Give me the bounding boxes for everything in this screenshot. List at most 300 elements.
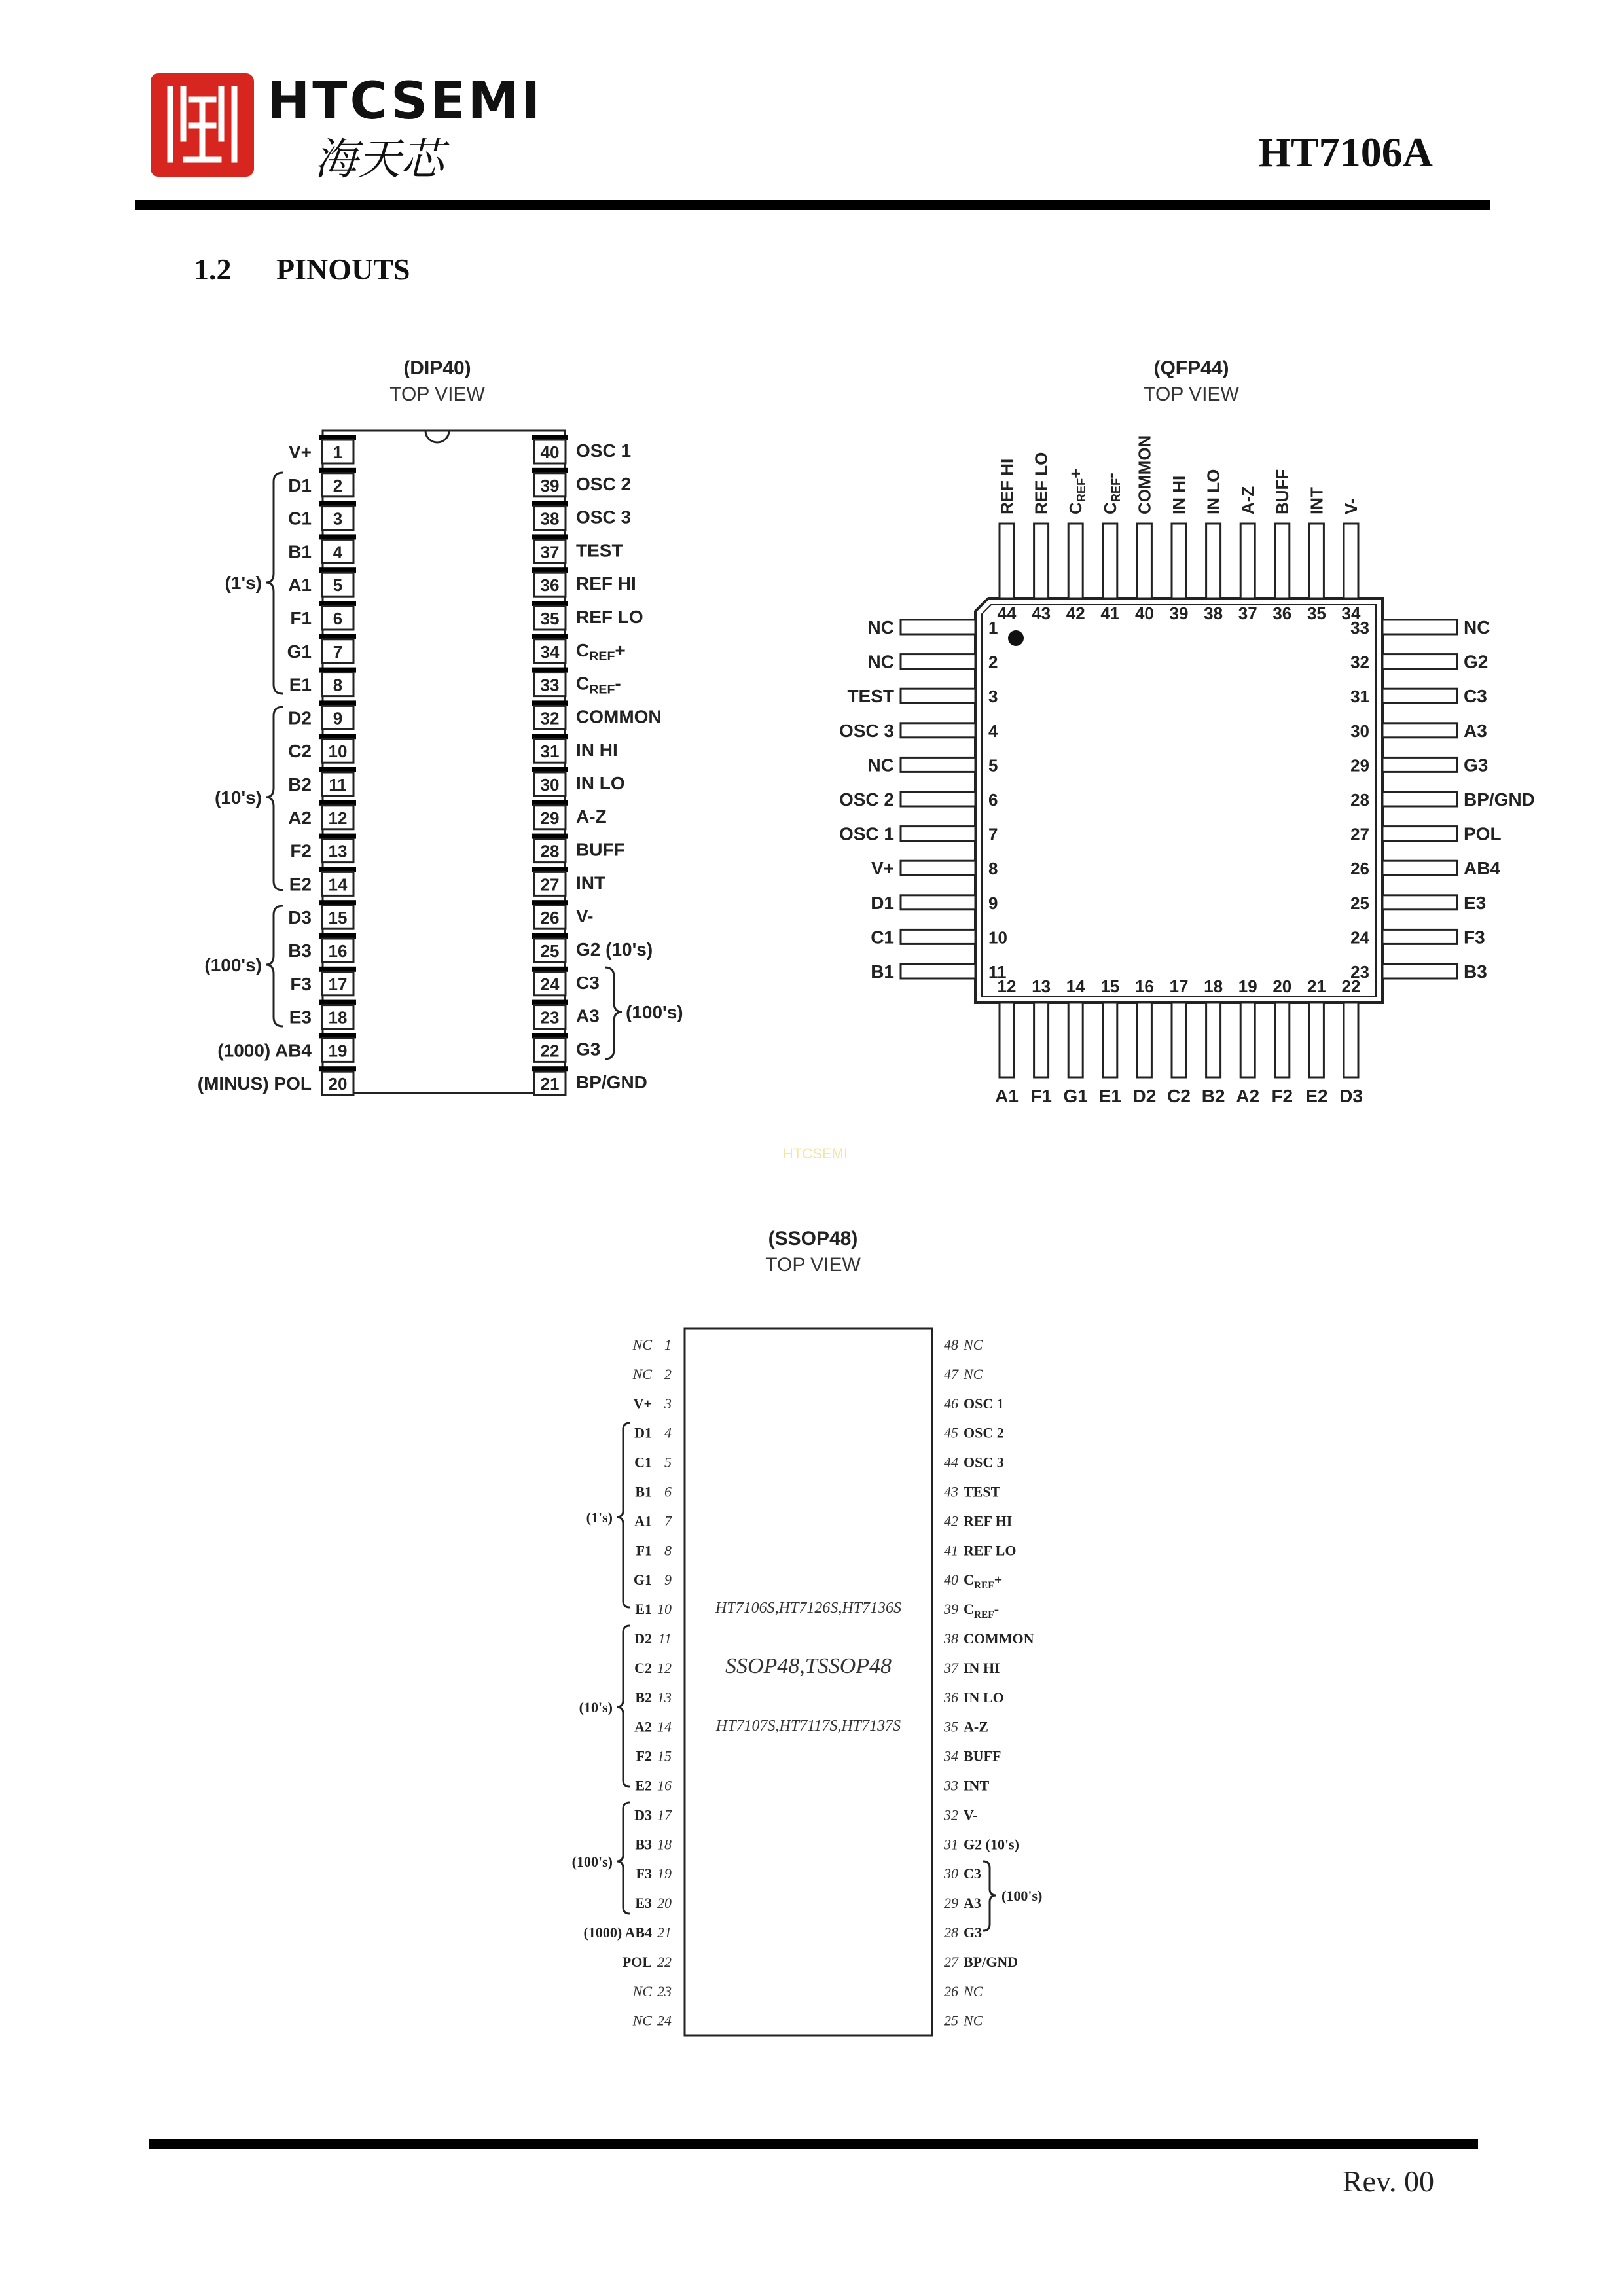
ssop48-pin [632,1366,672,1382]
qfp44-bottom-pin [1099,977,1121,1106]
qfp44-pin-label: COMMON [1134,435,1155,514]
ssop48-pin [636,1748,672,1765]
dip40-pin [532,867,605,895]
qfp44-top-pin [997,459,1017,623]
dip40-pin [290,967,356,996]
dip40-pin-label: INT [576,872,606,893]
ssop48-brace-ones [617,1423,630,1607]
ssop48-pin-label: IN HI [964,1659,1000,1676]
qfp44-top-pin [1100,473,1123,623]
qfp44-lead [901,655,975,669]
ssop48-pin-label: NC [632,1365,652,1382]
brand-name: HTCSEMI [267,72,543,131]
brand-name-chinese: 海天芯 [314,134,444,185]
qfp44-pin-label: V+ [871,858,894,879]
ssop48-pin-label: C2 [634,1659,652,1676]
dip40-pin-label: V+ [288,442,312,462]
ssop48-pin-number: 7 [664,1513,672,1530]
ssop48-pin-number: 34 [944,1748,958,1765]
qfp44-lead [1000,1003,1014,1077]
ssop48-pin [943,1865,981,1882]
qfp44-lead [1382,827,1457,841]
dip40-pin [532,1000,600,1029]
dip40-pin-number: 37 [540,542,560,562]
qfp44-pin-number: 41 [1100,603,1120,623]
qfp44-lead [1206,524,1221,598]
qfp44-pin-label: F3 [1464,927,1485,948]
dip40-pin-number: 15 [328,908,348,928]
qfp44-pin-number: 19 [1238,977,1257,996]
qfp44-left-pin [847,686,998,706]
ssop48-pin-number: 20 [657,1895,672,1912]
ssop48-pin [632,1983,672,2000]
dip40-pin-label: G3 [576,1039,601,1060]
qfp44-pin-label: E1 [1098,1086,1121,1106]
qfp44-pin-label: NC [867,651,894,672]
ssop48-brace-tens [617,1626,630,1787]
dip40-pin-number: 3 [333,509,343,529]
ssop48-pin-number: 48 [944,1336,958,1353]
qfp44-bottom-pin [1339,977,1363,1106]
ssop48-center-line3: HT7107S,HT7117S,HT7137S [715,1717,901,1734]
qfp44-pin-number: 11 [988,962,1007,982]
qfp44-pin-number: 37 [1238,603,1257,623]
qfp44-pin-number: 21 [1307,977,1326,996]
qfp44-pin-number: 36 [1272,603,1292,623]
dip40-pin [532,1033,600,1062]
qfp44-lead [1309,1003,1324,1077]
ssop48-pin-number: 35 [944,1718,958,1735]
qfp44-pin-number: 39 [1169,603,1189,623]
dip40-pin [289,435,356,463]
ssop48-pin-number: 41 [944,1542,958,1559]
qfp44-pin-number: 43 [1032,603,1051,623]
ssop48-pin-number: 24 [657,2012,672,2029]
ssop48-pin [944,1425,1004,1441]
ssop48-pin-label: B3 [635,1836,652,1853]
dip40-pin-number: 33 [540,675,560,695]
dip40-right-pins [532,435,662,1095]
ssop48-pin-label: F3 [636,1865,652,1882]
qfp44-right-pin [1350,652,1488,672]
qfp44-pin-label: $C_{REF}+$ [1066,468,1089,514]
ssop48-pin-label: B2 [635,1689,652,1706]
ssop48-pin-label: A-Z [964,1718,988,1735]
qfp44-lead [901,827,975,841]
qfp44-left-pin [868,617,998,637]
ssop48-pin [944,1366,983,1382]
qfp44-pin-number: 28 [1350,790,1369,810]
ssop48-pin [943,1836,1019,1852]
qfp44-subtitle: TOP VIEW [1144,384,1239,405]
ssop48-pin-number: 3 [664,1395,672,1412]
ssop48-pin [635,1689,672,1706]
qfp44-bottom-pin [995,977,1019,1106]
qfp44-top-pin [1169,476,1189,623]
qfp44-pin-label: IN LO [1203,469,1223,514]
dip40-pin [289,668,356,696]
ssop48-pin [944,1395,1004,1412]
dip40-pin-label: D2 [288,708,312,728]
qfp44-left-pin [871,893,998,913]
ssop48-pin-label: INT [964,1777,990,1794]
ssop48-pin [943,1719,988,1735]
ssop48-pin-label: G1 [633,1571,652,1588]
dip40-pin-label: A-Z [576,806,607,827]
ssop48-pin [632,2013,672,2029]
ssop48-pin-label: D1 [634,1424,652,1441]
dip40-pin-number: 1 [333,442,343,462]
dip40-pin-label: TEST [576,540,623,561]
ssop48-pin [943,1660,1000,1676]
dip40-pin-number: 19 [328,1041,348,1061]
qfp44-pin-label: V- [1341,498,1361,514]
dip40-title: (DIP40) [403,357,471,379]
qfp44-lead [1382,895,1457,910]
ssop48-group-hundreds: (100's) [571,1854,613,1870]
ssop48-pin-label: OSC 2 [964,1424,1004,1441]
dip40-pin [288,767,356,796]
ssop48-pin-number: 15 [657,1748,672,1765]
qfp44-pin-number: 44 [997,603,1017,623]
dip40-brace-ones [266,473,283,694]
ssop48-pin-number: 8 [664,1542,672,1559]
dip40-pin [288,700,356,729]
ssop48-pin [943,1748,1001,1765]
ssop48-pin [634,1630,672,1647]
ssop48-pin-label: A1 [634,1513,652,1530]
ssop48-pin [944,1454,1004,1471]
ssop48-pin [635,1484,672,1500]
dip40-pin-label: OSC 2 [576,473,632,494]
ssop48-pin-number: 4 [664,1424,672,1441]
ssop48-center-line1: HT7106S,HT7126S,HT7136S [715,1600,902,1617]
ssop48-pin-label: REF HI [964,1513,1013,1530]
ssop48-pin-number: 39 [944,1601,958,1618]
qfp44-lead [1344,1003,1358,1077]
qfp44-pin-number: 9 [988,893,998,913]
dip40-pin [290,834,356,863]
qfp44-top-pin [1341,498,1361,623]
ssop48-pin [944,1983,983,2000]
ssop48-pin-label: E1 [635,1601,652,1618]
ssop48-pin-number: 44 [944,1454,958,1471]
dip40-pin [532,534,623,563]
dip40-pin [289,1000,356,1029]
qfp44-pin-number: 31 [1350,687,1369,707]
ssop48-pin-number: 6 [664,1483,672,1500]
dip40-pin-label: $C_{REF}+$ [576,639,626,664]
ssop48-pin-number: 18 [657,1836,672,1853]
qfp44-pin-label: OSC 3 [839,720,894,741]
ssop48-pin-label: NC [632,1336,652,1353]
qfp44-bottom-pin [1236,977,1259,1106]
dip40-pin-number: 20 [328,1074,348,1094]
qfp44-pin-label: A1 [995,1086,1019,1106]
qfp44-left-pin [868,652,998,672]
ssop48-pin-number: 12 [657,1659,672,1676]
dip40-pin-number: 6 [333,609,343,628]
qfp44-pin-label: B1 [871,961,894,982]
dip40-pin [287,634,356,663]
dip40-pin [532,567,636,596]
dip40-pin-number: 23 [540,1007,560,1028]
ssop48-pin-number: 32 [944,1806,958,1823]
ssop48-pin-label: OSC 1 [964,1395,1004,1412]
ssop48-pin [636,1865,672,1882]
qfp44-pin-number: 10 [988,927,1007,948]
dip40-pin-number: 34 [540,641,560,662]
dip40-pin-label: IN LO [576,773,625,793]
qfp44-pin-number: 13 [1032,977,1051,996]
ssop48-pin [944,1895,981,1911]
dip40-brace-tens [266,707,283,890]
ssop48-pin-number: 40 [944,1571,958,1588]
dip40-pin-label: $C_{REF}-$ [576,673,621,697]
ssop48-pin-label: A2 [634,1718,652,1735]
qfp44-left-pin [871,961,1006,982]
qfp44-title: (QFP44) [1153,357,1229,379]
dip40-pin-label: BUFF [576,839,625,860]
ssop48-pin [636,1542,672,1558]
ssop48-pin-number: 5 [664,1454,672,1471]
dip40-pin [288,734,356,762]
qfp44-left-pin [871,927,1007,947]
dip40-pin [532,468,631,497]
dip40-pin [217,1033,356,1062]
ssop48-pin-label: $C_{REF}+$ [964,1571,1003,1592]
qfp44-pin-label: NC [867,755,894,776]
qfp44-lead [1382,655,1457,669]
qfp44-right-pin [1350,927,1485,947]
dip40-pin-label: REF HI [576,573,636,594]
ssop48-pin-label: A3 [964,1895,981,1912]
dip40-pin [288,800,356,829]
ssop48-pin [944,1513,1012,1529]
dip40-pin-number: 28 [540,841,560,861]
ssop48-pin [943,1806,978,1823]
dip40-pin-number: 32 [540,708,560,728]
ssop48-pin-number: 21 [657,1924,672,1941]
ssop48-body [685,1329,932,2036]
ssop48-pin-number: 16 [657,1777,672,1794]
dip40-pin-label: A3 [576,1005,600,1026]
ssop48-pin-number: 33 [944,1777,958,1794]
ssop48-pin-number: 14 [657,1718,672,1735]
qfp44-pin-number: 4 [988,721,998,741]
dip40-pin-number: 39 [540,475,560,495]
qfp44-pin-number: 12 [997,977,1017,996]
qfp44-pin-label: AB4 [1464,858,1501,879]
ssop48-pin [635,1895,672,1911]
ssop48-pin [944,1484,1001,1500]
qfp44-pin-number: 40 [1134,603,1154,623]
dip40-pin-label: C1 [288,508,312,529]
dip40-subtitle: TOP VIEW [389,384,485,405]
qfp44-pin-number: 1 [988,618,998,637]
ssop48-pin-label: NC [632,2012,652,2029]
qfp44-pin-label: OSC 1 [839,823,894,844]
dip40-pin [288,534,356,563]
dip40-pin-number: 11 [329,775,347,795]
dip40-pin-number: 18 [328,1007,348,1028]
qfp44-pin-number: 33 [1350,618,1369,637]
ssop48-group-ones: (1's) [586,1509,613,1526]
ssop48-pin [584,1924,672,1941]
qfp44-lead [1240,1003,1255,1077]
ssop48-pin [943,1778,989,1794]
ssop48-pin-number: 46 [944,1395,958,1412]
qfp44-pin-number: 2 [988,652,998,672]
qfp44-right-pin [1350,858,1500,878]
ssop48-pin [634,1719,672,1735]
qfp44-pin-label: BUFF [1272,469,1292,514]
dip40-pin-label: D1 [288,475,312,495]
qfp44-lead [1382,620,1457,634]
ssop48-pin [634,1454,672,1471]
dip40-pin-label: F3 [290,973,312,994]
ssop48-pin [634,1513,672,1529]
qfp44-lead [1000,524,1014,598]
ssop48-pin-label: POL [622,1953,652,1970]
dip40-pin [532,967,600,996]
qfp44-lead [1137,524,1151,598]
dip40-pin [532,435,631,463]
ssop48-group-right-hundreds: (100's) [1001,1888,1043,1904]
dip40-pin-label: REF LO [576,607,643,627]
dip40-pin [532,634,626,664]
ssop48-pin-label: NC [964,1336,983,1353]
ssop48-pin-label: C1 [634,1454,652,1471]
qfp44-lead [901,964,975,978]
ssop48-pin-label: V- [964,1806,978,1823]
qfp44-pin-number: 38 [1204,603,1223,623]
qfp44-pin-label: A2 [1236,1086,1260,1106]
dip40-pin [532,933,653,962]
qfp44-bottom-pin [1064,977,1088,1106]
qfp44-pin-label: G2 [1464,651,1489,672]
ssop48-pin-number: 45 [944,1424,958,1441]
ssop48-pin [943,1630,1034,1647]
qfp44-pin-label: A3 [1464,720,1487,741]
ssop48-pin [944,1542,1016,1558]
dip40-pin [532,1066,647,1095]
qfp44-pin-label: IN HI [1169,475,1189,514]
qfp44-pin-number: 25 [1350,893,1369,913]
qfp44-pin-label: B3 [1464,961,1487,982]
qfp44-lead [1275,1003,1290,1077]
qfp44-pin-label: A-Z [1238,486,1258,514]
qfp44-right-pin [1350,824,1501,844]
qfp44-bottom-pin [1167,977,1191,1106]
qfp44-pin-label: $C_{REF}-$ [1100,473,1123,514]
qfp44-pin-number: 32 [1350,652,1369,672]
qfp44-lead [1309,524,1324,598]
dip40-group-tens: (10's) [214,787,262,808]
ssop48-pin-label: G3 [964,1924,983,1941]
ssop48-diagram [572,1228,1043,2036]
ssop48-brace-hundreds [617,1803,630,1914]
qfp44-lead [901,895,975,910]
ssop48-pin-number: 9 [664,1571,672,1588]
qfp44-lead [1034,1003,1049,1077]
dip40-pin-label: D3 [288,907,312,928]
qfp44-pin-number: 6 [988,790,998,810]
ssop48-pin-label: IN LO [964,1689,1004,1706]
qfp44-lead [1172,524,1186,598]
ssop48-pin [634,1660,672,1676]
ssop48-pin [635,1836,672,1852]
qfp44-bottom-pins [995,977,1363,1106]
ssop48-pin-number: 17 [657,1806,672,1823]
qfp44-right-pin [1350,961,1487,982]
qfp44-pin-number: 35 [1307,603,1326,623]
ssop48-pin-label: F1 [636,1542,652,1559]
section-title: PINOUTS [276,253,410,286]
revision-label: Rev. 00 [1342,2164,1434,2198]
dip40-pin-number: 31 [540,742,560,762]
qfp44-pin-number: 24 [1350,927,1369,948]
ssop48-pin-label: D2 [634,1630,652,1647]
ssop48-pin-label: $C_{REF}-$ [964,1601,1000,1621]
ssop48-pin [944,1954,1018,1970]
qfp44-lead [901,861,975,875]
dip40-pin [532,700,662,729]
dip40-pin-label: A2 [288,807,312,828]
qfp44-bottom-pin [1305,977,1327,1106]
ssop48-center-line2: SSOP48,TSSOP48 [725,1654,892,1678]
ssop48-pin-number: 22 [657,1953,672,1970]
qfp44-lead [901,723,975,738]
qfp44-top-pin [1134,435,1154,623]
ssop48-pin-label: D3 [634,1806,652,1823]
qfp44-pin-number: 29 [1350,755,1369,776]
dip40-pin-number: 24 [540,974,560,994]
dip40-pin-number: 35 [540,609,560,628]
ssop48-pin-label: NC [964,2012,983,2029]
qfp44-lead [1068,1003,1083,1077]
qfp44-lead [1382,861,1457,875]
qfp44-top-pin [1204,469,1223,623]
qfp44-pin-number: 20 [1272,977,1292,996]
ssop48-pin-number: 19 [657,1865,672,1882]
qfp44-pin-label: NC [867,617,894,637]
qfp44-lead [901,757,975,772]
ssop48-pin-label: COMMON [964,1630,1034,1647]
dip40-group-right-hundreds: (100's) [626,1002,683,1022]
qfp44-lead [1206,1003,1221,1077]
document-title: HT7106A [1258,129,1433,175]
dip40-pin-number: 40 [540,442,560,462]
qfp44-right-pin [1350,893,1486,913]
dip40-pin [288,933,356,962]
ssop48-pin [635,1601,672,1617]
qfp44-pin-number: 30 [1350,721,1369,741]
qfp44-pin-number: 34 [1341,603,1361,623]
qfp44-lead [1382,964,1457,978]
qfp44-right-pin [1350,617,1490,637]
ssop48-pin-number: 43 [944,1483,958,1500]
ssop48-pin-label: C3 [964,1865,981,1882]
ssop48-pin-label: NC [964,1982,983,2000]
ssop48-group-tens: (10's) [579,1699,613,1715]
dip40-brace-hundreds [266,906,283,1026]
qfp44-lead [901,689,975,703]
qfp44-pin-number: 3 [988,687,998,707]
ssop48-pin-label: E2 [635,1777,652,1794]
qfp44-lead [1137,1003,1151,1077]
ssop48-pin-number: 38 [944,1630,958,1647]
